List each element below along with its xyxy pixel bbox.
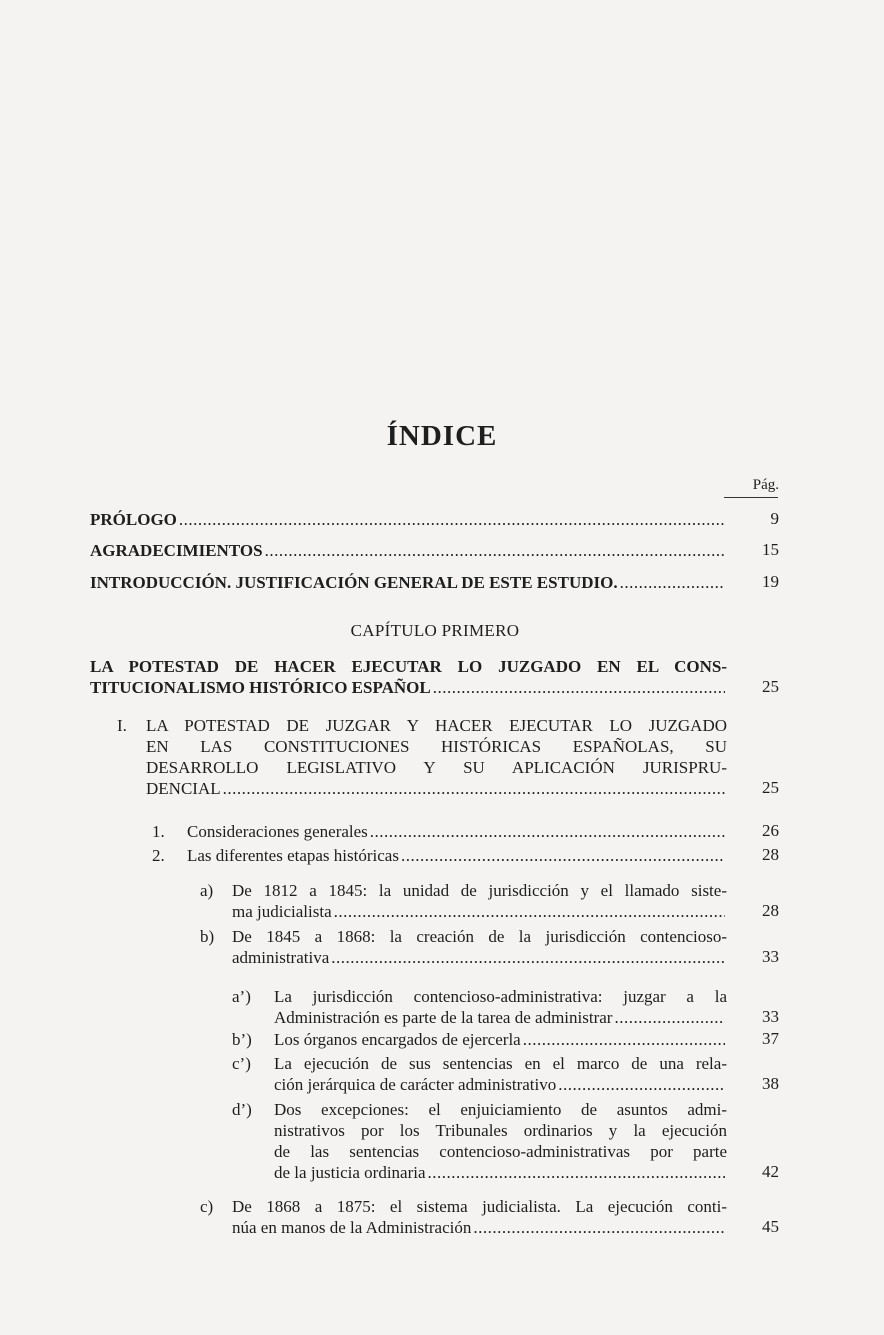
toc-entry-label: b): [200, 927, 215, 946]
toc-entry-label: 1.: [152, 822, 165, 841]
dot-leader: [614, 1007, 725, 1028]
toc-entry-label: c): [200, 1197, 214, 1216]
toc-entry-line: administrativa: [232, 948, 330, 967]
toc-entry-line: nistrativos por los Tribunales ordinarios y la ejecución: [274, 1121, 727, 1140]
dot-leader: [370, 821, 725, 842]
toc-entry-line: DESARROLLO LEGISLATIVO Y SU APLICACIÓN JURISPRU-: [146, 758, 727, 777]
dot-leader: [620, 572, 725, 593]
toc-page-number: 26: [762, 821, 779, 840]
dot-leader: [473, 1217, 725, 1238]
toc-entry-line: Consideraciones generales: [187, 822, 368, 841]
toc-entry-line: Dos excepciones: el enjuiciamiento de asuntos admi-: [274, 1100, 727, 1119]
toc-entry-line: De 1845 a 1868: la creación de la jurisdicción contencioso-: [232, 927, 727, 946]
toc-entry-line: de la justicia ordinaria: [274, 1163, 426, 1182]
toc-entry-label: 2.: [152, 846, 165, 865]
toc-entry-line: Las diferentes etapas históricas: [187, 846, 399, 865]
toc-entry-line: LA POTESTAD DE JUZGAR Y HACER EJECUTAR LO JUZGADO: [146, 716, 727, 735]
toc-entry-label: I.: [117, 716, 127, 735]
toc-page-number: 33: [762, 1007, 779, 1026]
dot-leader: [179, 509, 725, 530]
toc-page-number: 9: [770, 509, 779, 528]
toc-page-number: 37: [762, 1029, 779, 1048]
toc-page-number: 25: [762, 677, 779, 696]
toc-entry-line: La jurisdicción contencioso-administrativa: juzgar a la: [274, 987, 727, 1006]
toc-page-number: 25: [762, 778, 779, 797]
toc-entry-line: núa en manos de la Administración: [232, 1218, 472, 1237]
toc-page-number: 28: [762, 845, 779, 864]
dot-leader: [428, 1162, 725, 1183]
toc-entry-label: d’): [232, 1100, 252, 1119]
dot-leader: [265, 540, 725, 561]
toc-page-number: 15: [762, 540, 779, 559]
dot-leader: [331, 947, 725, 968]
toc-entry-line: AGRADECIMIENTOS: [90, 541, 263, 560]
chapter-heading: CAPÍTULO PRIMERO: [350, 621, 520, 640]
toc-entry-line: INTRODUCCIÓN. JUSTIFICACIÓN GENERAL DE ESTE ESTUDIO.: [90, 573, 618, 592]
toc-entry-line: La ejecución de sus sentencias en el marco de una rela-: [274, 1054, 727, 1073]
page-column-rule: [724, 497, 778, 498]
toc-entry-line: ma judicialista: [232, 902, 332, 921]
dot-leader: [523, 1029, 725, 1050]
toc-page-number: 38: [762, 1074, 779, 1093]
toc-entry-label: a’): [232, 987, 251, 1006]
toc-page-number: 19: [762, 572, 779, 591]
toc-entry-line: TITUCIONALISMO HISTÓRICO ESPAÑOL: [90, 678, 431, 697]
toc-page-number: 33: [762, 947, 779, 966]
page-title: ÍNDICE: [386, 420, 498, 452]
toc-page-number: 45: [762, 1217, 779, 1236]
toc-entry-line: LA POTESTAD DE HACER EJECUTAR LO JUZGADO EN EL CONS-: [90, 657, 727, 676]
toc-entry-line: ción jerárquica de carácter administrativo: [274, 1075, 557, 1094]
dot-leader: [334, 901, 725, 922]
toc-entry-label: c’): [232, 1054, 251, 1073]
toc-entry-label: a): [200, 881, 214, 900]
toc-entry-line: PRÓLOGO: [90, 510, 177, 529]
dot-leader: [223, 778, 725, 799]
toc-entry-line: EN LAS CONSTITUCIONES HISTÓRICAS ESPAÑOLAS, SU: [146, 737, 727, 756]
toc-entry-line: Administración es parte de la tarea de administrar: [274, 1008, 613, 1027]
dot-leader: [433, 677, 725, 698]
page-column-label: Pág.: [752, 477, 779, 493]
toc-entry-line: De 1868 a 1875: el sistema judicialista. La ejecución conti-: [232, 1197, 727, 1216]
toc-entry-line: DENCIAL: [146, 779, 221, 798]
toc-page-number: 28: [762, 901, 779, 920]
dot-leader: [401, 845, 725, 866]
toc-entry-line: Los órganos encargados de ejercerla: [274, 1030, 521, 1049]
toc-entry-label: b’): [232, 1030, 252, 1049]
toc-entry-line: de las sentencias contencioso-administrativas por parte: [274, 1142, 727, 1161]
toc-entry-line: De 1812 a 1845: la unidad de jurisdicción y el llamado siste-: [232, 881, 727, 900]
toc-page-number: 42: [762, 1162, 779, 1181]
dot-leader: [558, 1074, 725, 1095]
